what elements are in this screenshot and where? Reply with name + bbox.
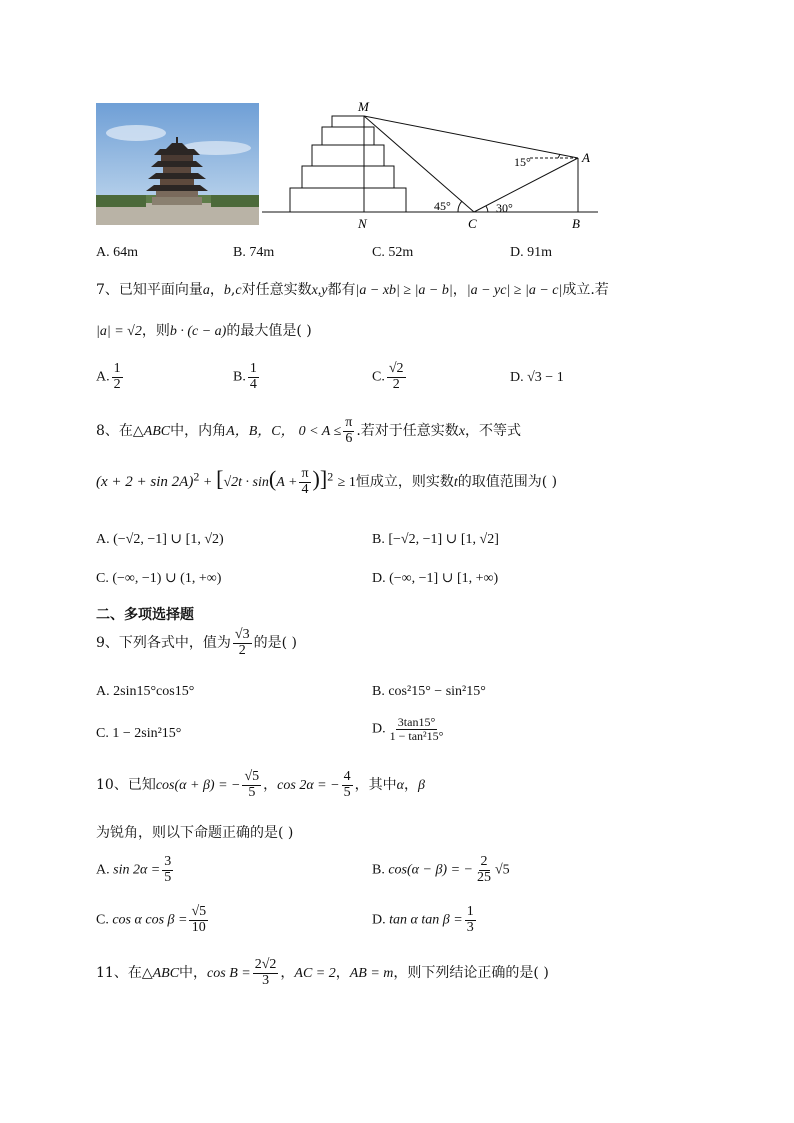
q10-stem-line1: 10、已知cos(α + β) = − $\frac{√5}{5}$ ，cos 2α = − $\frac{4}{5}$ ，其中α，β [96,769,425,800]
pavilion-photo [96,103,259,225]
angle-15: 15° [514,155,531,169]
q7-option-c[interactable]: C. $\frac{√2}{2}$ [372,361,404,392]
q8-option-b[interactable]: B. [−√2, −1] ∪ [1, √2] [372,532,499,547]
q6-option-a[interactable]: A. 64m [96,245,139,260]
q10-option-a[interactable]: A. sin 2α = $\frac{3}{5}$ [96,854,172,885]
angle-30: 30° [496,201,513,215]
q7-option-a[interactable]: A. $\frac{1}{2}$ [96,361,121,392]
q8-option-a[interactable]: A. (−√2, −1] ∪ [1, √2) [96,532,224,547]
q10-stem-line2: 为锐角，则以下命题正确的是( ) [96,825,294,841]
label-B: B [572,216,580,231]
q9-option-c[interactable]: C. 1 − 2sin²15° [96,726,182,741]
q10-option-c[interactable]: C. cos α cos β = $\frac{√5}{10}$ [96,904,207,935]
q7-stem-line2: |a| = √2，则b · (c − a)的最大值是( ) [96,323,312,339]
section-title-multi-choice: 二、多项选择题 [96,607,194,623]
q7-option-d[interactable]: D. √3 − 1 [510,370,564,385]
q10-option-d[interactable]: D. tan α tan β = $\frac{1}{3}$ [372,904,474,935]
q6-option-c[interactable]: C. 52m [372,245,414,260]
label-A: A [582,150,590,165]
q7-option-b[interactable]: B. $\frac{1}{4}$ [233,361,257,392]
q8-option-d[interactable]: D. (−∞, −1] ∪ [1, +∞) [372,571,499,586]
q9-stem: 9、下列各式中，值为 $\frac{√3}{2}$ 的是( ) [96,627,297,658]
q8-stem-line2: $(x + 2 + \sin 2A)^2 + [√2t \cdot \sin(A$ + $\frac{\pi}{4}$ )]$^2$ ≥ 1恒成立，则实数t的取值范围为( ) [96,465,558,497]
geometry-figure [262,96,602,232]
angle-45: 45° [434,199,451,213]
q9-option-d[interactable]: D. $\frac{3\tan 15^\circ}{\text{1 − tan²15°}}$ [372,715,444,743]
q7-stem-line1: 7、已知平面向量a，b,c对任意实数x,y都有|a − xb| ≥ |a − b|，|a − yc| ≥ |a − c|成立.若 [96,282,609,298]
q8-option-c[interactable]: C. (−∞, −1) ∪ (1, +∞) [96,571,222,586]
q10-option-b[interactable]: B. cos(α − β) = − $\frac{2}{25}$ √5 [372,854,510,885]
q11-stem: 11、在△ABC中，cos B = $\frac{2√2}{3}$ ，AC = 2，AB = m，则下列结论正确的是( ) [96,957,549,988]
q9-option-b[interactable]: B. cos²15° − sin²15° [372,684,486,699]
label-N: N [358,216,367,231]
q8-stem-line1: 8、在△ABC中，内角A，B，C， 0 < A ≤ $\frac{\pi}{6}$ .若对于任意实数x，不等式 [96,415,522,446]
q9-option-a[interactable]: A. 2sin15°cos15° [96,684,195,699]
label-C: C [468,216,477,231]
q6-option-d[interactable]: D. 91m [510,245,553,260]
q6-option-b[interactable]: B. 74m [233,245,275,260]
label-M: M [358,99,369,114]
